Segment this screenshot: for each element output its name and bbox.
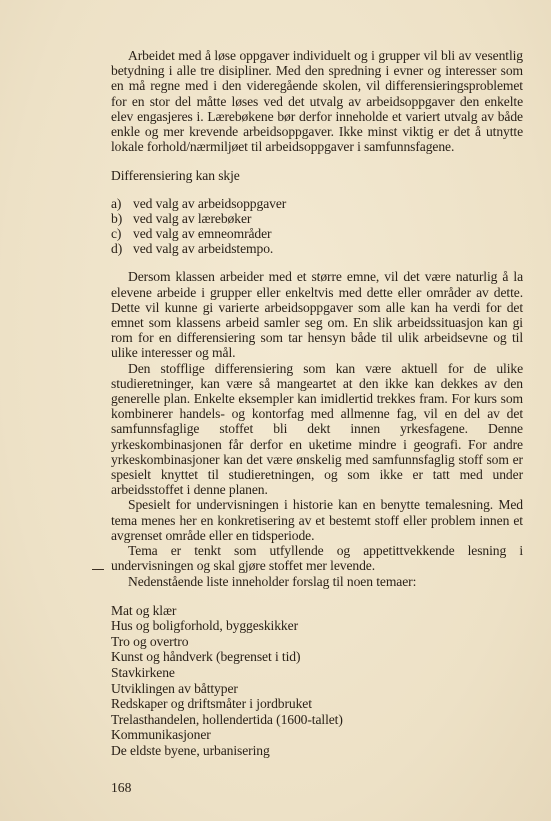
topic-item: Kunst og håndverk (begrenset i tid) <box>111 649 301 665</box>
topic-item: Redskaper og driftsmåter i jordbruket <box>111 696 312 712</box>
list-text: ved valg av emneområder <box>133 226 272 242</box>
list-text: ved valg av arbeidstempo. <box>133 241 274 257</box>
topic-list <box>111 603 523 759</box>
paragraph-group-work: Dersom klassen arbeider med et større emne, vil det være naturlig å la elevene arbeide i grupper eller enkeltvis med dette eller områder av dette. Dette vil kunne gi varierte arbeidsoppgaver som alle kan ha verdi for det emnet som klassens arbeid samler seg om. En slik arbeidssituasjon kan gi rom for en differensiering som tar hensyn både til ulik arbeidsevne og til ulike interesser og mål. <box>111 269 523 361</box>
paragraph-theme-purpose: Tema er tenkt som utfyllende og appetittvekkende lesning i undervisningen og skal gjøre stoffet mer levende. <box>111 543 523 574</box>
list-label: b) <box>111 210 123 226</box>
list-label: c) <box>111 226 122 242</box>
page-number: 168 <box>111 780 132 795</box>
list-item <box>111 196 523 211</box>
topic-item: Mat og klær <box>111 602 177 618</box>
list-label: a) <box>111 195 122 211</box>
topic-item: De eldste byene, urbanisering <box>111 743 270 759</box>
paragraph-differentiation: Den stofflige differensiering som kan være aktuell for de ulike studieretninger, kan være så mangeartet at den ikke kan dekkes av den generelle plan. Enkelte eksempler kan imidlertid trekkes fram. For kurs som kombinerer handels- og kontorfag med allmenne fag, vil en del av det samfunnsfaglige stoffet bli dekt innen yrkesfagene. Denne yrkeskombinasjonen får derfor en uketime mindre i geografi. For andre yrkeskombinasjoner kan det være ønskelig med samfunnsfaglig stoff som er spesielt knyttet til studieretningen, og som ikke er tatt med under arbeidsstoffet i denne planen. <box>111 360 523 498</box>
list-text: ved valg av arbeidsoppgaver <box>133 195 287 211</box>
topic-item: Kommunikasjoner <box>111 727 211 743</box>
topic-item: Hus og boligforhold, byggeskikker <box>111 618 298 634</box>
topic-item: Stavkirkene <box>111 665 175 681</box>
list-label: d) <box>111 241 123 257</box>
topic-item: Trelasthandelen, hollendertida (1600-tallet) <box>111 711 343 727</box>
topic-item: Tro og overtro <box>111 633 189 649</box>
list-item <box>111 241 523 256</box>
differentiation-list <box>111 196 523 257</box>
differentiation-heading: Differensiering kan skje <box>111 168 240 184</box>
paragraph-intro: Arbeidet med å løse oppgaver individuelt og i grupper vil bli av vesentlig betydning i alle tre disipliner. Med den spredning i evner og interesser som en må regne med i den videregående skolen, vil differensieringsproblemet for en stor del måtte løses ved det utvalg av arbeidsoppgaver den enkelte elev engasjeres i. Lærebøkene bør derfor inneholde et variert utvalg av både enkle og mer krevende arbeidsoppgaver. Ikke minst viktig er det å utnytte lokale forhold/nærmiljøet til arbeidsoppgaver i samfunnsfagene. <box>111 48 523 155</box>
list-text: ved valg av lærebøker <box>133 210 252 226</box>
body-text <box>111 48 523 759</box>
list-item <box>111 211 523 226</box>
list-item <box>111 226 523 241</box>
paragraph-topic-intro: Nedenstående liste inneholder forslag til noen temaer: <box>128 573 417 589</box>
margin-mark <box>92 569 104 570</box>
topic-item: Utviklingen av båttyper <box>111 680 238 696</box>
paragraph-theme-reading: Spesielt for undervisningen i historie kan en benytte temalesning. Med tema menes her en konkretisering av et bestemt stoff eller problem innen et avgrenset område eller en tidsperiode. <box>111 497 523 543</box>
